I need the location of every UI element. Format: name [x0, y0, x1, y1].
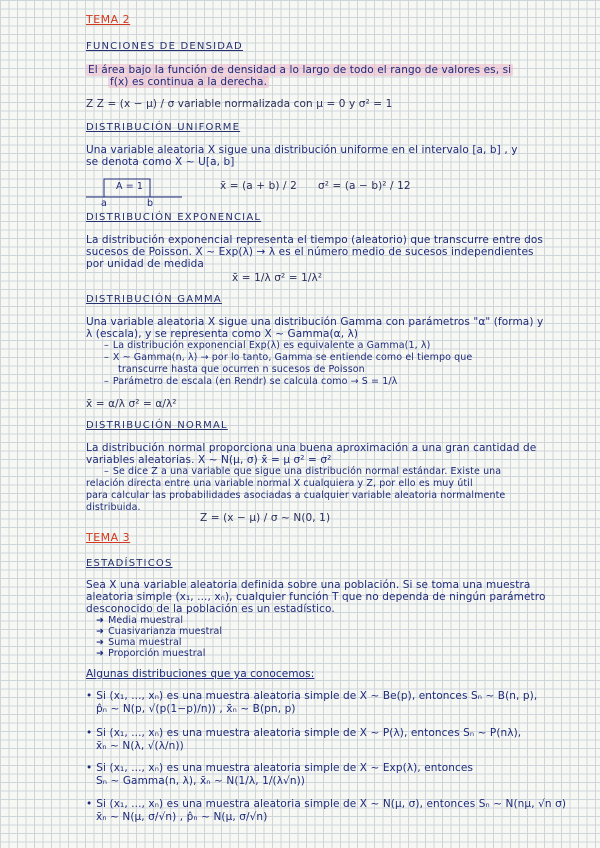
- uniforme-text-line-1: Una variable aleatoria X sigue una distribución uniforme en el intervalo [a, b] , y: [86, 144, 518, 156]
- exponencial-heading: DISTRIBUCIÓN EXPONENCIAL: [86, 212, 262, 223]
- uniform-mean-formula: x̄ = (a + b) / 2: [220, 180, 297, 192]
- gamma-bullet-3: – Parámetro de escala (en Rendr) se calcula como → S = 1/λ: [104, 376, 398, 387]
- normal-heading: DISTRIBUCIÓN NORMAL: [86, 420, 228, 431]
- z-normalized-formula: Z Z = (x − μ) / σ variable normalizada con μ = 0 y σ² = 1: [86, 98, 393, 110]
- funciones-text-line-2: f(x) es continua a la derecha.: [110, 76, 268, 88]
- normal-bullet-1: – Se dice Z a una variable que sigue una distribución normal estándar. Existe una: [104, 466, 502, 477]
- uniform-area-label: A = 1: [116, 181, 144, 192]
- estadistico-item-2: ➜ Cuasivarianza muestral: [96, 626, 223, 637]
- dist-bernoulli-line-2: p̂ₙ ~ N(p, √(p(1−p)/n)) , x̄ₙ ~ B(pn, p): [96, 703, 296, 715]
- gamma-text-line-2: λ (escala), y se representa como X ~ Gamma(α, λ): [86, 328, 359, 340]
- tema-3-title: TEMA 3: [86, 531, 131, 544]
- funciones-text-line-1: El área bajo la función de densidad a lo largo de todo el rango de valores es, si: [88, 64, 512, 76]
- tema-2-title: TEMA 2: [86, 13, 131, 26]
- exponencial-formula: x̄ = 1/λ σ² = 1/λ²: [232, 272, 323, 284]
- normal-standardization-formula: Z = (x − μ) / σ ~ N(0, 1): [200, 512, 331, 524]
- uniform-a-label: a: [101, 198, 107, 209]
- arrow-icon: ➜: [96, 637, 105, 648]
- dist-normal-line-1: • Si (x₁, ..., xₙ) es una muestra aleatoria simple de X ~ N(μ, σ), entonces Sₙ ~ N(nμ, √n σ): [86, 798, 567, 810]
- estadistico-item-4: ➜ Proporción muestral: [96, 648, 206, 659]
- gamma-bullet-2: – X ~ Gamma(n, λ) → por lo tanto, Gamma se entiende como el tiempo que: [104, 352, 473, 363]
- gamma-text-line-1: Una variable aleatoria X sigue una distribución Gamma con parámetros "α" (forma) y: [86, 316, 544, 328]
- funciones-densidad-heading: FUNCIONES DE DENSIDAD: [86, 41, 243, 52]
- normal-bullet-1-line-2: relación directa entre una variable normal X cualquiera y Z, por ello es muy útil: [86, 478, 473, 489]
- uniform-b-label: b: [147, 198, 154, 209]
- dist-exponential-line-2: Sₙ ~ Gamma(n, λ), x̄ₙ ~ N(1/λ, 1/(λ√n)): [96, 775, 305, 787]
- normal-text-line-1: La distribución normal proporciona una buena aproximación a una gran cantidad de: [86, 442, 537, 454]
- gamma-formula: x̄ = α/λ σ² = α/λ²: [86, 398, 177, 410]
- exponencial-text-line-1: La distribución exponencial representa el tiempo (aleatorio) que transcurre entre dos: [86, 234, 543, 246]
- uniforme-heading: DISTRIBUCIÓN UNIFORME: [86, 122, 241, 133]
- gamma-bullet-2-cont: transcurre hasta que ocurren n sucesos de Poisson: [118, 364, 365, 375]
- arrow-icon: ➜: [96, 648, 105, 659]
- estadisticos-text-line-3: desconocido de la población es un estadístico.: [86, 603, 335, 615]
- estadisticos-heading: ESTADÍSTICOS: [86, 558, 173, 569]
- dist-bernoulli-line-1: • Si (x₁, ..., xₙ) es una muestra aleatoria simple de X ~ Be(p), entonces Sₙ ~ B(n, p),: [86, 690, 538, 702]
- algunas-distribuciones-heading: Algunas distribuciones que ya conocemos:: [86, 668, 315, 680]
- exponencial-text-line-2: sucesos de Poisson. X ~ Exp(λ) → λ es el número medio de sucesos independientes: [86, 246, 534, 258]
- dist-normal-line-2: x̄ₙ ~ N(μ, σ/√n) , p̂ₙ ~ N(μ, σ/√n): [96, 811, 268, 823]
- estadistico-item-1: ➜ Media muestral: [96, 615, 184, 626]
- normal-bullet-1-line-3: para calcular las probabilidades asociadas a cualquier variable aleatoria normalmente: [86, 490, 506, 501]
- dist-poisson-line-2: x̄ₙ ~ N(λ, √(λ/n)): [96, 740, 184, 752]
- gamma-bullet-1: – La distribución exponencial Exp(λ) es equivalente a Gamma(1, λ): [104, 340, 431, 351]
- estadistico-item-3: ➜ Suma muestral: [96, 637, 182, 648]
- normal-bullet-1-line-4: distribuida.: [86, 502, 141, 513]
- normal-text-line-2: variables aleatorias. X ~ N(μ, σ) x̄ = μ σ² = σ²: [86, 454, 332, 466]
- gamma-heading: DISTRIBUCIÓN GAMMA: [86, 294, 222, 305]
- estadisticos-text-line-2: aleatoria simple (x₁, ..., xₙ), cualquier función T que no dependa de ningún parámetro: [86, 591, 546, 603]
- uniform-variance-formula: σ² = (a − b)² / 12: [318, 180, 411, 192]
- arrow-icon: ➜: [96, 615, 105, 626]
- arrow-icon: ➜: [96, 626, 105, 637]
- dist-exponential-line-1: • Si (x₁, ..., xₙ) es una muestra aleatoria simple de X ~ Exp(λ), entonces: [86, 762, 474, 774]
- exponencial-text-line-3: por unidad de medida: [86, 258, 204, 270]
- uniforme-text-line-2: se denota como X ~ U[a, b]: [86, 156, 235, 168]
- estadisticos-text-line-1: Sea X una variable aleatoria definida sobre una población. Si se toma una muestra: [86, 579, 531, 591]
- dist-poisson-line-1: • Si (x₁, ..., xₙ) es una muestra aleatoria simple de X ~ P(λ), entonces Sₙ ~ P(nλ),: [86, 727, 522, 739]
